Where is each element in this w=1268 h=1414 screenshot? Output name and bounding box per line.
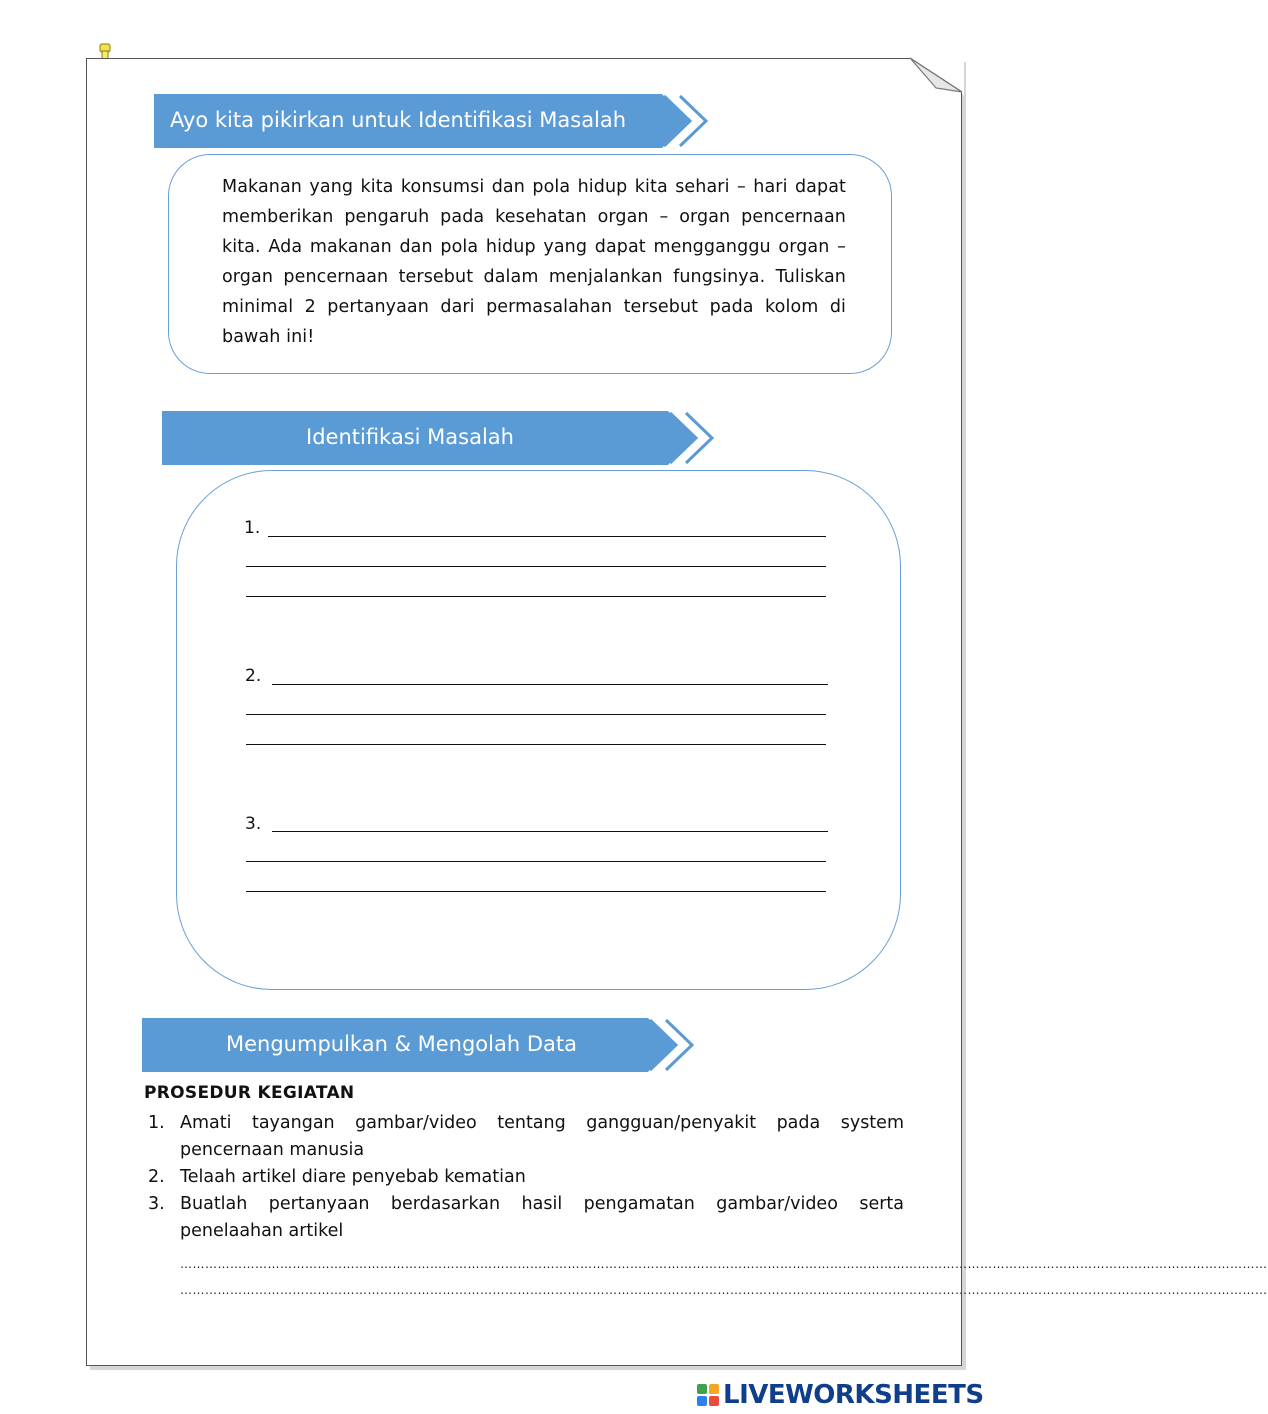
- banner-think-title: Ayo kita pikirkan untuk Identifikasi Masalah: [170, 108, 627, 132]
- answer-line[interactable]: [246, 744, 826, 745]
- banner-collect: [142, 1018, 702, 1072]
- answer-line[interactable]: [272, 831, 828, 832]
- liveworksheets-logo-text: LIVEWORKSHEETS: [723, 1380, 984, 1410]
- banner-think: [154, 94, 714, 148]
- answer-line[interactable]: [246, 566, 826, 567]
- procedure-step-text: Amati tayangan gambar/video tentang gangguan/penyakit pada system pencernaan manusia: [180, 1113, 904, 1160]
- procedure-step-text: Buatlah pertanyaan berdasarkan hasil pengamatan gambar/video serta penelaahan artikel: [180, 1194, 904, 1241]
- answer-line[interactable]: [246, 714, 826, 715]
- procedure-step: [144, 1191, 904, 1245]
- answer-line[interactable]: [268, 536, 826, 537]
- banner-identify-title: Identifikasi Masalah: [306, 425, 514, 449]
- page-fold-corner: [906, 56, 964, 96]
- procedure-step-number: 2.: [148, 1167, 165, 1187]
- question-number: 3.: [245, 814, 262, 834]
- liveworksheets-logo[interactable]: [697, 1378, 984, 1412]
- procedure-step-text: Telaah artikel diare penyebab kematian: [180, 1167, 526, 1187]
- intro-text: Makanan yang kita konsumsi dan pola hidup kita sehari – hari dapat memberikan pengaruh pada kesehatan organ – organ pencernaan kita. Ada makanan dan pola hidup yang dapat mengganggu organ – organ pencernaan tersebut dalam menjalankan fungsinya. Tuliskan minimal 2 pertanyaan dari permasalahan tersebut pada kolom di bawah ini!: [222, 177, 846, 347]
- answer-box: [176, 470, 901, 990]
- banner-identify: [162, 411, 722, 465]
- procedure-list: [144, 1110, 904, 1245]
- procedure-step: [144, 1110, 904, 1164]
- question-number: 1.: [244, 518, 261, 538]
- banner-collect-title: Mengumpulkan & Mengolah Data: [226, 1032, 577, 1056]
- procedure-step-number: 1.: [148, 1113, 165, 1133]
- question-number: 2.: [245, 666, 262, 686]
- dotted-answer-line[interactable]: ………………………………………………………………………………………………………………………………………………………………………………………………………………………………………: [180, 1257, 1268, 1271]
- dotted-answer-line[interactable]: ………………………………………………………………………………………………………………………………………………………………………………………………………………………………………: [180, 1283, 1268, 1297]
- answer-line[interactable]: [246, 596, 826, 597]
- procedure-step-number: 3.: [148, 1194, 165, 1214]
- procedure-title: PROSEDUR KEGIATAN: [144, 1083, 355, 1103]
- answer-line[interactable]: [272, 684, 828, 685]
- liveworksheets-logo-icon: [697, 1384, 719, 1406]
- procedure-step: [144, 1164, 904, 1191]
- answer-line[interactable]: [246, 891, 826, 892]
- answer-line[interactable]: [246, 861, 826, 862]
